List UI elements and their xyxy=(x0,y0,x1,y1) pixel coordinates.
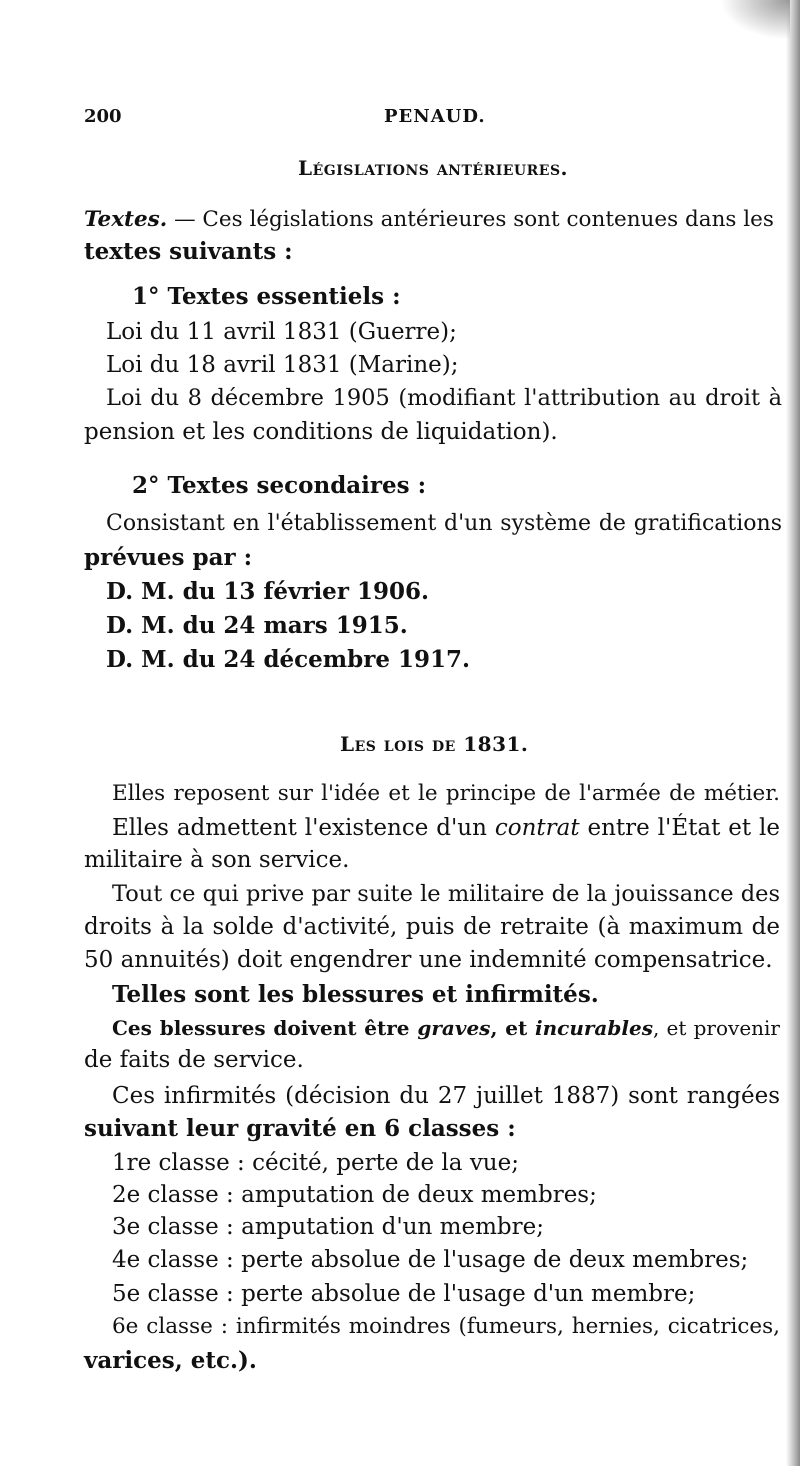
paragraph-2-line-1 xyxy=(112,814,780,842)
class-item-6-continuation: varices, etc.). xyxy=(84,1347,257,1374)
secondary-text-2: prévues par : xyxy=(84,544,253,571)
class-item-4: 4e classe : perte absolue de l'usage de deux membres; xyxy=(112,1247,749,1273)
decree-1917: D. M. du 24 décembre 1917. xyxy=(106,646,470,673)
paragraph-3-line-1 xyxy=(112,880,780,908)
essential-text-3 xyxy=(106,384,782,412)
section-title-lois-1831: Les lois de 1831. xyxy=(340,732,529,756)
class-item-6 xyxy=(112,1313,780,1341)
class-item-3: 3e classe : amputation d'un membre; xyxy=(112,1214,544,1240)
section-title-legislations: Législations antérieures. xyxy=(298,156,569,180)
decree-1915: D. M. du 24 mars 1915. xyxy=(106,612,408,639)
secondary-text-1-content: Consistant en l'établissement d'un système de gratifications xyxy=(106,511,782,536)
essential-text-1: Loi du 11 avril 1831 (Guerre); xyxy=(106,319,457,345)
intro-text: — Ces législations antérieures sont contenues dans les xyxy=(167,207,774,232)
intro-label: Textes. xyxy=(84,207,168,232)
graves-emphasis: graves xyxy=(417,1016,491,1040)
scan-corner-stain xyxy=(720,0,790,40)
paragraph-3-line-2-content: droits à la solde d'activité, puis de retraite (à maximum de xyxy=(84,914,780,940)
running-title: PENAUD. xyxy=(384,106,486,127)
paragraph-3-line-3: 50 annuités) doit engendrer une indemnité compensatrice. xyxy=(84,947,773,973)
paragraph-2-line-1-content xyxy=(112,814,780,842)
secondary-heading: 2° Textes secondaires : xyxy=(132,472,427,499)
class-item-1: 1re classe : cécité, perte de la vue; xyxy=(112,1150,519,1176)
paragraph-5-line-1 xyxy=(112,1014,780,1042)
paragraph-1-content: Elles reposent sur l'idée et le principe de l'armée de métier. xyxy=(112,781,780,806)
essential-heading: 1° Textes essentiels : xyxy=(132,283,401,310)
paragraph-5-line-1-content xyxy=(112,1014,780,1042)
paragraph-5-text-b: , et provenir xyxy=(652,1016,780,1040)
incurables-emphasis: incurables xyxy=(535,1016,653,1040)
paragraph-5-line-2: de faits de service. xyxy=(84,1047,304,1073)
paragraph-3-line-1-content: Tout ce qui prive par suite le militaire de la jouissance des xyxy=(112,881,780,907)
paragraph-6-line-1-content: Ces infirmités (décision du 27 juillet 1887) sont rangées xyxy=(112,1083,780,1109)
scan-edge-shadow xyxy=(786,0,800,1466)
paragraph-4: Telles sont les blessures et infirmités. xyxy=(112,981,599,1008)
intro-line-1 xyxy=(84,206,774,234)
paragraph-3-line-2 xyxy=(84,913,780,941)
class-item-2: 2e classe : amputation de deux membres; xyxy=(112,1182,597,1208)
paragraph-1 xyxy=(112,780,780,808)
paragraph-2-text-a: Elles admettent l'existence d'un xyxy=(112,815,495,841)
secondary-text-1 xyxy=(106,510,782,538)
essential-text-3-content: Loi du 8 décembre 1905 (modifiant l'attribution au droit à xyxy=(106,385,782,411)
paragraph-2-line-2: militaire à son service. xyxy=(84,847,350,873)
contrat-emphasis: contrat xyxy=(494,815,580,841)
paragraph-6-line-1 xyxy=(112,1082,780,1110)
paragraph-2-text-b: entre l'État et le xyxy=(579,815,780,841)
paragraph-5-text-a: Ces blessures doivent être xyxy=(112,1016,418,1040)
essential-text-2: Loi du 18 avril 1831 (Marine); xyxy=(106,352,459,378)
page-number: 200 xyxy=(84,106,122,127)
class-item-5: 5e classe : perte absolue de l'usage d'un membre; xyxy=(112,1281,696,1307)
essential-text-4: pension et les conditions de liquidation). xyxy=(84,419,558,445)
decree-1906: D. M. du 13 février 1906. xyxy=(106,578,429,605)
paragraph-6-line-2: suivant leur gravité en 6 classes : xyxy=(84,1115,516,1142)
class-item-6-content: 6e classe : infirmités moindres (fumeurs, hernies, cicatrices, xyxy=(112,1314,780,1339)
paragraph-5-text-mid: , et xyxy=(490,1016,536,1040)
intro-line-2: textes suivants : xyxy=(84,238,293,265)
